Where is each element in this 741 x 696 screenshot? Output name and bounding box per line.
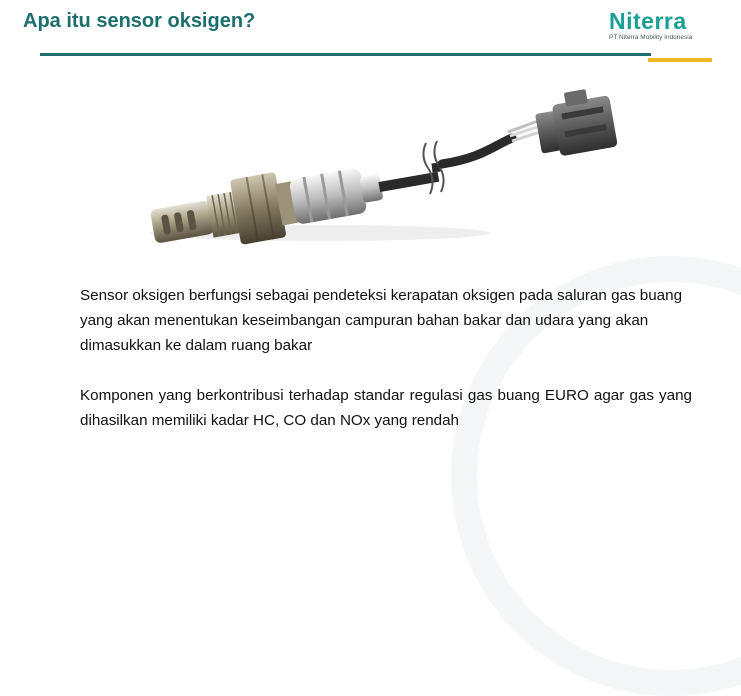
sensor-function-paragraph: Sensor oksigen berfungsi sebagai pendeteksi kerapatan oksigen pada saluran gas buang yang akan menentukan keseimbangan campuran bahan bakar dan udara yang akan dimasukkan ke dalam ruang bakar — [80, 287, 683, 354]
header-divider — [40, 53, 651, 56]
emission-standard-paragraph: Komponen yang berkontribusi terhadap standar regulasi gas buang EURO agar gas yang dihasilkan memiliki kadar HC, CO dan NOx yang rendah — [80, 387, 692, 429]
header-accent-bar — [648, 58, 712, 62]
logo-company-name: PT Niterra Mobility Indonesia — [609, 34, 693, 41]
brand-logo — [609, 9, 721, 41]
logo-wordmark: Niterra — [609, 8, 687, 34]
page-title: Apa itu sensor oksigen? — [23, 10, 256, 32]
oxygen-sensor-icon — [140, 88, 620, 248]
